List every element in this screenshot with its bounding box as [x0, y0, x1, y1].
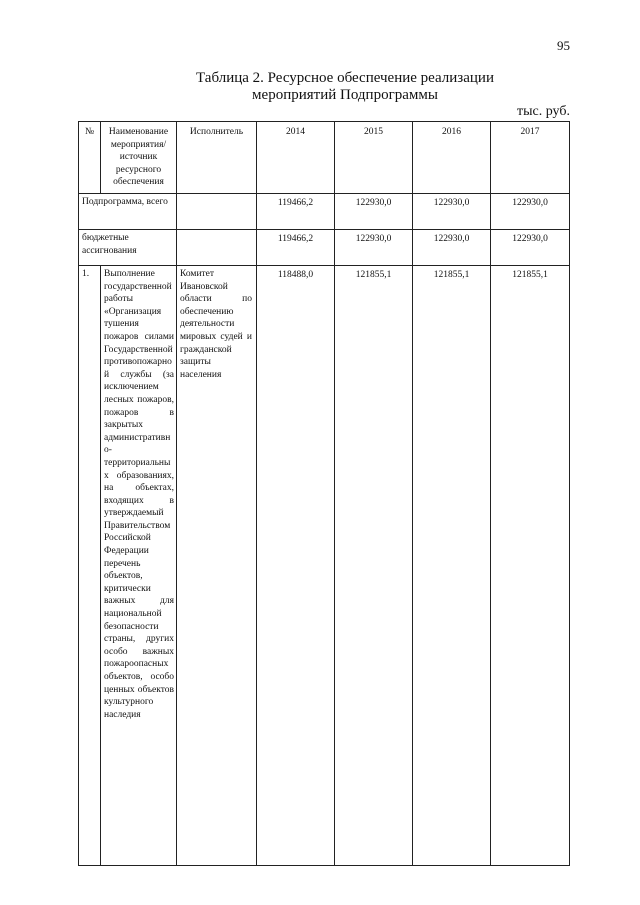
row-value-2016: 122930,0	[413, 230, 491, 266]
header-2016: 2016	[413, 122, 491, 194]
item-value-2017: 121855,1	[491, 266, 570, 866]
item-number: 1.	[79, 266, 101, 866]
table-row-item-1	[79, 266, 570, 866]
header-num: №	[79, 122, 101, 194]
header-2017: 2017	[491, 122, 570, 194]
row-executor	[177, 194, 257, 230]
item-value-2016: 121855,1	[413, 266, 491, 866]
item-value-2015: 121855,1	[335, 266, 413, 866]
row-value-2017: 122930,0	[491, 230, 570, 266]
resource-table	[78, 121, 570, 866]
row-value-2014: 119466,2	[257, 230, 335, 266]
item-name: Выполнение государственной работы «Организация тушения пожаров силами Государственной противопожарной службы (за исключением лесных пожаров, пожаров в закрытых административно-территориальных образованиях, на объектах, входящих в утверждаемый Правительством Российской Федерации перечень объектов, критически важных для национальной безопасности страны, других особо важных пожароопасных объектов, особо ценных объектов культурного наследия	[101, 266, 177, 866]
title-line-1: Таблица 2. Ресурсное обеспечение реализации	[196, 70, 494, 86]
row-executor	[177, 230, 257, 266]
row-label: Подпрограмма, всего	[79, 194, 177, 230]
row-value-2017: 122930,0	[491, 194, 570, 230]
item-value-2014: 118488,0	[257, 266, 335, 866]
page-number: 95	[557, 38, 570, 53]
row-value-2015: 122930,0	[335, 230, 413, 266]
header-name: Наименование мероприятия/ источник ресурсного обеспечения	[101, 122, 177, 194]
row-label: бюджетные ассигнования	[79, 230, 177, 266]
header-executor: Исполнитель	[177, 122, 257, 194]
table-row-subprogram-total	[79, 194, 570, 230]
units-label: тыс. руб.	[517, 104, 570, 119]
header-2015: 2015	[335, 122, 413, 194]
item-executor: Комитет Ивановской области по обеспечению деятельности мировых судей и гражданской защиты населения	[177, 266, 257, 866]
row-value-2014: 119466,2	[257, 194, 335, 230]
row-value-2016: 122930,0	[413, 194, 491, 230]
header-row	[79, 122, 570, 194]
header-2014: 2014	[257, 122, 335, 194]
title-line-2: мероприятий Подпрограммы	[252, 87, 438, 103]
table-row-budget	[79, 230, 570, 266]
row-value-2015: 122930,0	[335, 194, 413, 230]
table-title	[120, 70, 570, 104]
